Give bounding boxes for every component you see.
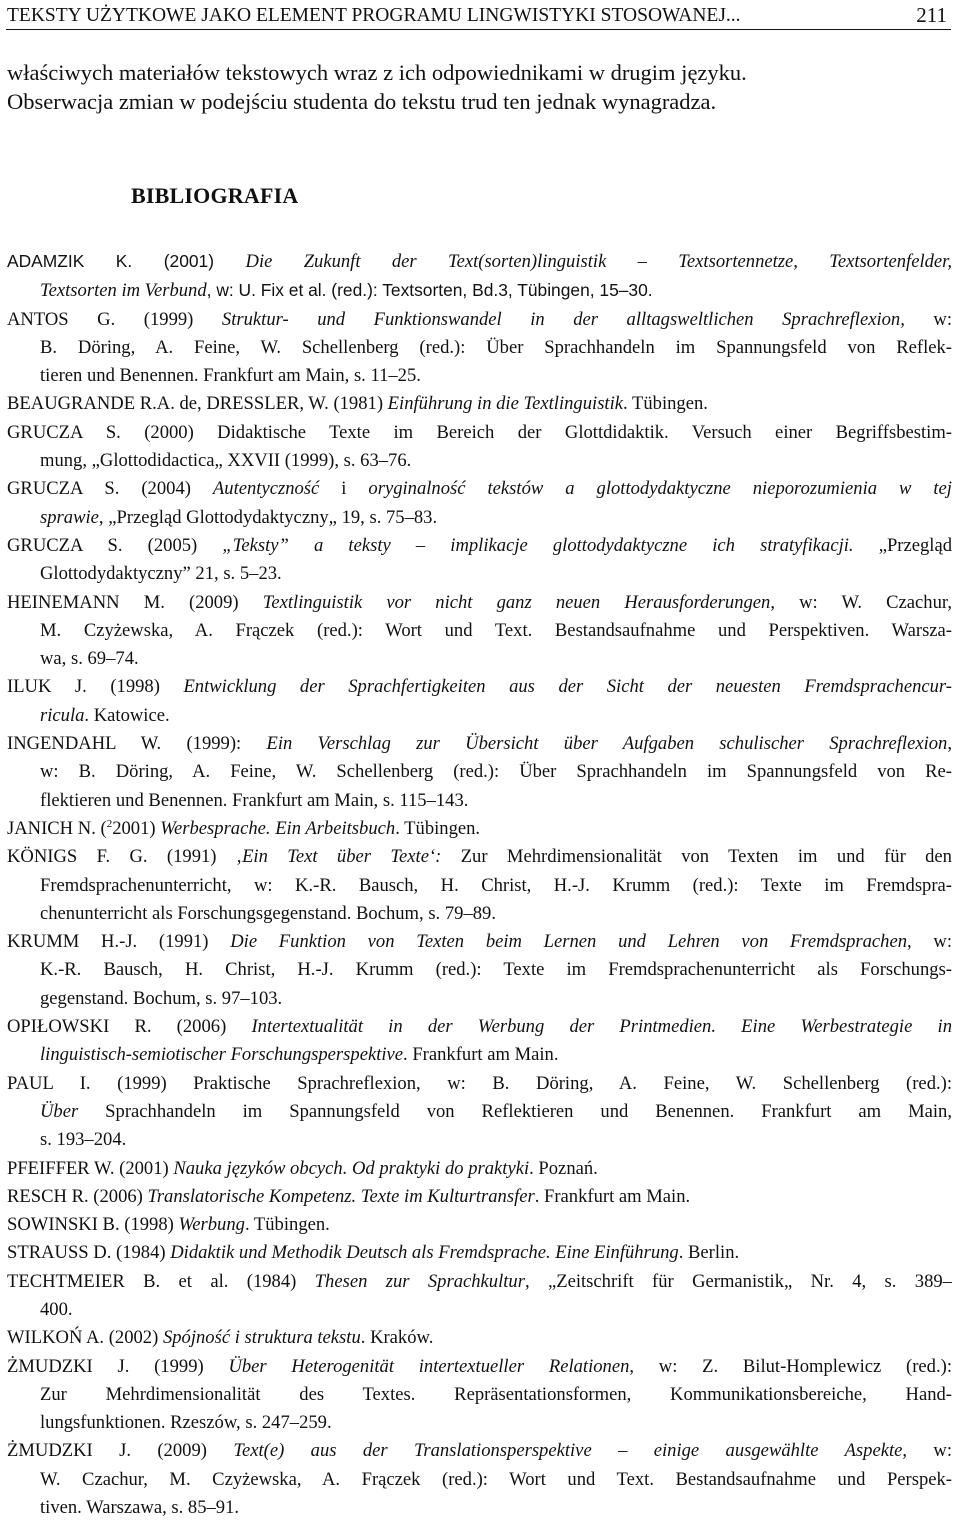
entry-text: Fremdsprachenunterricht, w: K.-R. Bausch, H. Christ, H.-J. Krumm (red.): Texte im Fremdspra- bbox=[40, 874, 952, 896]
entry-title-text: ricula bbox=[40, 704, 85, 726]
entry-text: PAUL I. (1999) Praktische Sprachreflexion, w: B. Döring, A. Feine, W. Schellenberg (red.): bbox=[7, 1072, 952, 1094]
bibliography-entry bbox=[7, 815, 952, 843]
entry-line bbox=[7, 617, 952, 645]
entry-text: KÖNIGS F. G. (1991) bbox=[7, 846, 236, 868]
entry-line bbox=[7, 532, 952, 560]
entry-line bbox=[7, 1041, 952, 1069]
entry-line bbox=[7, 1155, 952, 1183]
entry-text: , „Zeitschrift für Germanistik„ Nr. 4, s. 389– bbox=[524, 1270, 952, 1292]
entry-text: . Frankfurt am Main. bbox=[403, 1044, 559, 1066]
entry-text: tiven. Warszawa, s. 85–91. bbox=[40, 1497, 240, 1519]
entry-line bbox=[7, 1013, 952, 1041]
entry-title-text: Didaktik und Methodik Deutsch als Fremdsprache. Eine Einführung bbox=[170, 1242, 679, 1264]
entry-title-text: oryginalność tekstów a glottodydaktyczne nieporozumienia w tej bbox=[368, 478, 952, 500]
page-number: 211 bbox=[916, 3, 947, 27]
entry-title-text: Textsorten im Verbund bbox=[40, 280, 207, 302]
bibliography-entry bbox=[7, 1268, 952, 1325]
entry-line bbox=[7, 1098, 952, 1126]
entry-text: w: B. Döring, A. Feine, W. Schellenberg (red.): Über Sprachhandeln im Spannungsfeld von Re- bbox=[40, 761, 952, 783]
entry-title-text: Textlinguistik vor nicht ganz neuen Herausforderungen bbox=[262, 591, 771, 613]
entry-text: chenunterricht als Forschungsgegenstand. Bochum, s. 79–89. bbox=[40, 902, 496, 924]
bibliography-entry bbox=[7, 1324, 952, 1352]
entry-line bbox=[7, 645, 952, 673]
entry-line bbox=[7, 560, 952, 588]
entry-text: GRUCZA S. (2005) bbox=[7, 534, 223, 556]
entry-line bbox=[7, 419, 952, 447]
entry-line bbox=[7, 1211, 952, 1239]
entry-text: . Tübingen. bbox=[395, 817, 481, 839]
entry-text: , w: U. Fix et al. (red.): Textsorten, Bd.3, Tübingen, 15–30. bbox=[206, 280, 653, 301]
entry-text: 2 bbox=[106, 817, 113, 830]
entry-title-text: Intertextualität in der Werbung der Printmedien. Eine Werbestrategie in bbox=[251, 1016, 952, 1038]
entry-title-text: Struktur- und Funktionswandel in der alltagsweltlichen Sprachreflexion, bbox=[221, 308, 905, 330]
entry-text: HEINEMANN M. (2009) bbox=[7, 591, 263, 613]
entry-line bbox=[7, 362, 952, 390]
entry-text: 2001) bbox=[112, 817, 161, 839]
entry-line bbox=[7, 390, 952, 418]
entry-text: BEAUGRANDE R.A. de, DRESSLER, W. (1981) bbox=[7, 393, 388, 415]
bibliography-entry bbox=[7, 532, 952, 589]
entry-text: OPIŁOWSKI R. (2006) bbox=[7, 1016, 252, 1038]
entry-line bbox=[7, 306, 952, 334]
entry-text: w: bbox=[904, 308, 952, 330]
entry-text: ŻMUDZKI J. (2009) bbox=[7, 1440, 234, 1462]
entry-title-text: Die Funktion von Texten beim Lernen und Lehren von Fremdsprachen bbox=[230, 931, 908, 953]
entry-text: Sprachhandeln im Spannungsfeld von Reflektieren und Benennen. Frankfurt am Main, bbox=[78, 1100, 952, 1122]
entry-line bbox=[7, 334, 952, 362]
entry-text: . Poznań. bbox=[529, 1157, 598, 1179]
entry-text: ANTOS G. (1999) bbox=[7, 308, 222, 330]
entry-line bbox=[7, 1324, 952, 1352]
bibliography-entry bbox=[7, 1211, 952, 1239]
entry-title-text: ‚Ein Text über Texte‘: bbox=[235, 846, 442, 868]
entry-title-text: „Teksty” a teksty – implikacje glottodydaktyczne ich stratyfikacji. bbox=[222, 534, 854, 556]
entry-text: , w: Z. Bilut-Homplewicz (red.): bbox=[629, 1355, 952, 1377]
entry-text: flektieren und Benennen. Frankfurt am Main, s. 115–143. bbox=[40, 789, 469, 811]
entry-text: B. Döring, A. Feine, W. Schellenberg (red.): Über Sprachhandeln im Spannungsfeld von Reflek- bbox=[40, 336, 952, 358]
bibliography-entry bbox=[7, 1070, 952, 1155]
entry-text: STRAUSS D. (1984) bbox=[7, 1242, 171, 1264]
entry-title-text: Thesen zur Sprachkultur bbox=[314, 1270, 525, 1292]
entry-text: , w: bbox=[907, 931, 952, 953]
entry-line bbox=[7, 787, 952, 815]
entry-text: GRUCZA S. (2004) bbox=[7, 478, 213, 500]
bibliography-heading: BIBLIOGRAFIA bbox=[131, 183, 299, 208]
entry-line bbox=[7, 900, 952, 928]
entry-text: mung, „Glottodidactica„ XXVII (1999), s. 63–76. bbox=[40, 450, 412, 472]
bibliography-entry bbox=[7, 589, 952, 674]
entry-line bbox=[7, 673, 952, 701]
bibliography-entry bbox=[7, 1013, 952, 1070]
entry-text: , bbox=[947, 733, 952, 755]
bibliography-entry bbox=[7, 843, 952, 928]
entry-title-text: Werbung bbox=[178, 1214, 245, 1236]
entry-text: WILKOŃ A. (2002) bbox=[7, 1327, 163, 1349]
entry-text: lungsfunktionen. Rzeszów, s. 247–259. bbox=[40, 1412, 332, 1434]
bibliography-entry bbox=[7, 673, 952, 730]
bibliography-entry bbox=[7, 1183, 952, 1211]
entry-text: . Kraków. bbox=[360, 1327, 434, 1349]
entry-line bbox=[7, 1466, 952, 1494]
entry-text: Zur Mehrdimensionalität des Textes. Repräsentationsformen, Kommunikationsbereiche, Hand- bbox=[40, 1383, 952, 1405]
entry-title-text: Einführung in die Textlinguistik bbox=[387, 393, 624, 415]
entry-line bbox=[7, 730, 952, 758]
entry-line bbox=[7, 1126, 952, 1154]
entry-text: INGENDAHL W. (1999): bbox=[7, 733, 267, 755]
entry-title-text: sprawie bbox=[40, 506, 99, 528]
bibliography-entry bbox=[7, 1155, 952, 1183]
entry-line bbox=[7, 589, 952, 617]
entry-line bbox=[7, 815, 952, 843]
entry-text: i bbox=[319, 478, 369, 500]
entry-line bbox=[7, 843, 952, 871]
entry-text: Zur Mehrdimensionalität von Texten im und für den bbox=[441, 846, 952, 868]
entry-title-text: Nauka języków obcych. Od praktyki do praktyki bbox=[173, 1157, 530, 1179]
entry-title-text: Die Zukunft der Text(sorten)linguistik – Textsortennetze, Textsortenfelder, bbox=[245, 251, 952, 272]
entry-title-text: Über Heterogenität intertextueller Relationen bbox=[228, 1355, 630, 1377]
entry-text: tieren und Benennen. Frankfurt am Main, s. 11–25. bbox=[40, 365, 421, 387]
entry-line bbox=[7, 1381, 952, 1409]
bibliography-entry bbox=[7, 928, 952, 1013]
entry-title-text: Translatorische Kompetenz. Texte im Kulturtransfer bbox=[147, 1185, 535, 1207]
entry-text: ŻMUDZKI J. (1999) bbox=[7, 1355, 229, 1377]
entry-text: SOWINSKI B. (1998) bbox=[7, 1214, 179, 1236]
bibliography-entry bbox=[7, 247, 952, 306]
entry-title-text: Spójność i struktura tekstu bbox=[162, 1327, 361, 1349]
running-head-title: TEKSTY UŻYTKOWE JAKO ELEMENT PROGRAMU LINGWISTYKI STOSOWANEJ... bbox=[7, 5, 741, 26]
entry-title-text: Ein Verschlag zur Übersicht über Aufgaben schulischer Sprachreflexion bbox=[266, 733, 948, 755]
entry-line bbox=[7, 985, 952, 1013]
entry-title-text: Autentyczność bbox=[212, 478, 320, 500]
entry-line bbox=[7, 247, 952, 276]
entry-text: KRUMM H.-J. (1991) bbox=[7, 931, 231, 953]
entry-line bbox=[7, 276, 952, 305]
entry-line bbox=[7, 702, 952, 730]
entry-text: wa, s. 69–74. bbox=[40, 648, 139, 670]
entry-text: M. Czyżewska, A. Frączek (red.): Wort und Text. Bestandsaufnahme und Perspektiven. Warsza- bbox=[40, 619, 952, 641]
entry-line bbox=[7, 928, 952, 956]
bibliography-list bbox=[7, 247, 952, 1522]
entry-title-text: Werbesprache. Ein Arbeitsbuch bbox=[160, 817, 396, 839]
bibliography-entry bbox=[7, 475, 952, 532]
intro-line: Obserwacja zmian w podejściu studenta do tekstu trud ten jednak wynagradza. bbox=[7, 89, 717, 114]
bibliography-entry bbox=[7, 730, 952, 815]
entry-line bbox=[7, 1239, 952, 1267]
entry-title-text: Entwicklung der Sprachfertigkeiten aus der Sicht der neuesten Fremdsprachencur- bbox=[183, 676, 952, 698]
entry-line bbox=[7, 1296, 952, 1324]
entry-text: , w: W. Czachur, bbox=[770, 591, 952, 613]
entry-text: , w: bbox=[902, 1440, 953, 1462]
entry-line bbox=[7, 758, 952, 786]
entry-text: s. 193–204. bbox=[40, 1129, 127, 1151]
entry-text: TECHTMEIER B. et al. (1984) bbox=[7, 1270, 315, 1292]
entry-text: . Berlin. bbox=[678, 1242, 740, 1264]
entry-text: K.-R. Bausch, H. Christ, H.-J. Krumm (red.): Texte im Fremdsprachenunterricht als Forschungs- bbox=[40, 959, 952, 981]
bibliography-entry bbox=[7, 306, 952, 391]
entry-text: 400. bbox=[40, 1298, 73, 1320]
header-rule bbox=[6, 29, 951, 30]
entry-line bbox=[7, 1494, 952, 1522]
entry-text: ILUK J. (1998) bbox=[7, 676, 184, 698]
entry-line bbox=[7, 475, 952, 503]
entry-line bbox=[7, 956, 952, 984]
entry-text: Glottodydaktyczny” 21, s. 5–23. bbox=[40, 563, 282, 585]
entry-text: gegenstand. Bochum, s. 97–103. bbox=[40, 987, 283, 1009]
bibliography-entry bbox=[7, 1239, 952, 1267]
entry-text: ADAMZIK K. (2001) bbox=[7, 251, 246, 271]
entry-line bbox=[7, 1353, 952, 1381]
bibliography-entry bbox=[7, 419, 952, 476]
bibliography-entry bbox=[7, 1437, 952, 1522]
entry-text: „Przegląd bbox=[853, 534, 952, 556]
entry-line bbox=[7, 447, 952, 475]
entry-text: . Frankfurt am Main. bbox=[534, 1185, 691, 1207]
running-head bbox=[7, 0, 952, 28]
entry-text: , „Przegląd Glottodydaktyczny„ 19, s. 75–83. bbox=[98, 506, 438, 528]
intro-paragraph bbox=[7, 58, 952, 116]
entry-text: JANICH N. ( bbox=[7, 817, 107, 839]
entry-title-text: Text(e) aus der Translationsperspektive – einige ausgewählte Aspekte bbox=[233, 1440, 903, 1462]
entry-text: . Tübingen. bbox=[244, 1214, 330, 1236]
entry-text: GRUCZA S. (2000) Didaktische Texte im Bereich der Glottdidaktik. Versuch einer Begriffsbestim- bbox=[7, 421, 952, 443]
intro-line: właściwych materiałów tekstowych wraz z ich odpowiednikami w drugim języku. bbox=[7, 60, 747, 85]
entry-line bbox=[7, 1070, 952, 1098]
entry-line bbox=[7, 1183, 952, 1211]
bibliography-entry bbox=[7, 1353, 952, 1438]
entry-text: PFEIFFER W. (2001) bbox=[7, 1157, 174, 1179]
entry-line bbox=[7, 872, 952, 900]
entry-line bbox=[7, 1437, 952, 1465]
entry-line bbox=[7, 1409, 952, 1437]
bibliography-entry bbox=[7, 390, 952, 418]
entry-title-text: Über bbox=[40, 1100, 79, 1122]
entry-text: . Tübingen. bbox=[623, 393, 708, 415]
entry-text: W. Czachur, M. Czyżewska, A. Frączek (red.): Wort und Text. Bestandsaufnahme und Perspek- bbox=[40, 1468, 952, 1490]
entry-line bbox=[7, 504, 952, 532]
entry-line bbox=[7, 1268, 952, 1296]
entry-title-text: linguistisch-semiotischer Forschungsperspektive bbox=[40, 1044, 404, 1066]
entry-text: . Katowice. bbox=[84, 704, 170, 726]
entry-text: RESCH R. (2006) bbox=[7, 1185, 148, 1207]
